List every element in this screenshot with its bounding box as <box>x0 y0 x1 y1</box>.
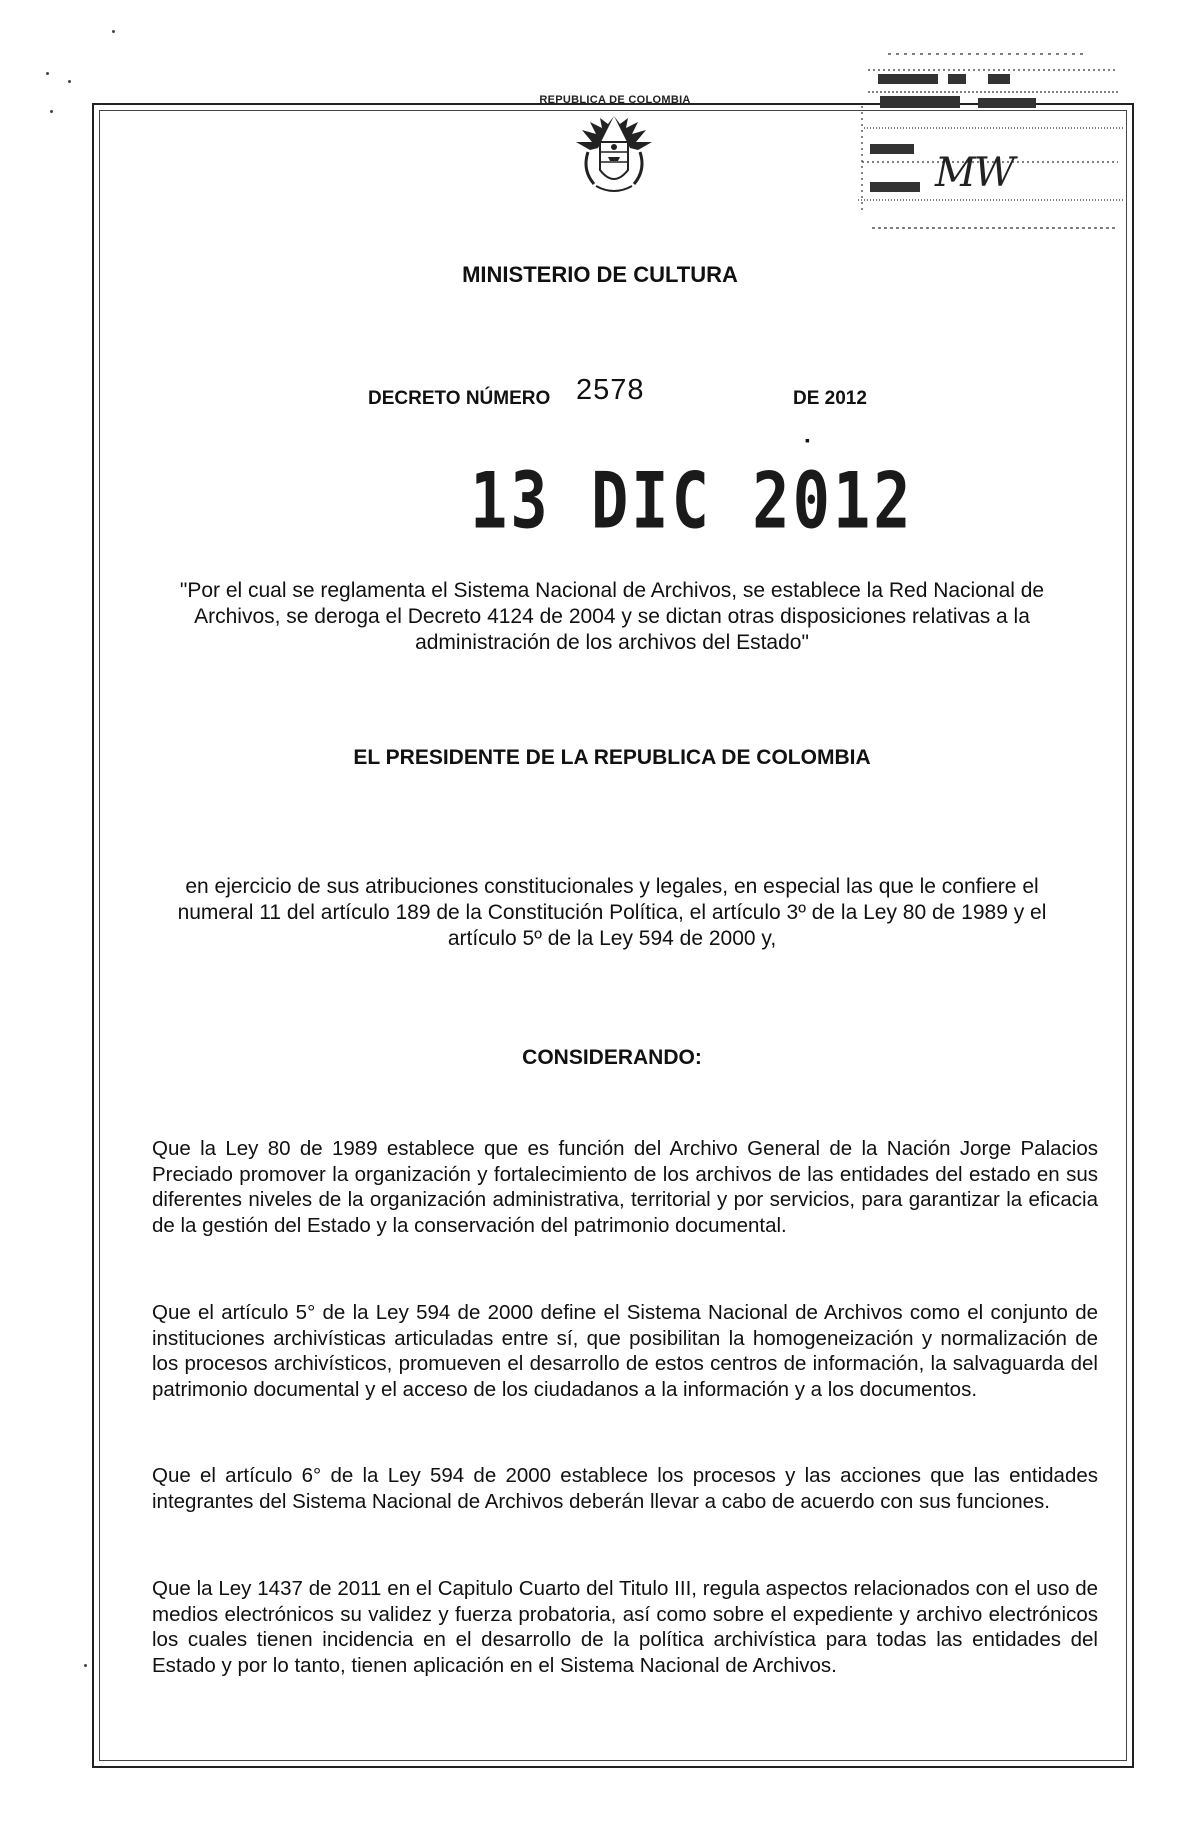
scan-speck <box>46 72 49 75</box>
decree-title: "Por el cual se reglamenta el Sistema Nacional de Archivos, se establece la Red Nacional de Archivos, se deroga el Decreto 4124 de 2004 y se dictan otras disposiciones relativas a la administración de los archivos del Estado" <box>179 579 1045 654</box>
decree-label: DECRETO NÚMERO <box>368 388 551 409</box>
considerando-paragraph: Que el artículo 6° de la Ley 594 de 2000 establece los procesos y las acciones que las entidades integrantes del Sistema Nacional de Archivos deberán llevar a cabo de acuerdo con sus funciones. <box>152 1464 1098 1513</box>
considerando-paragraph: Que la Ley 1437 de 2011 en el Capitulo Cuarto del Titulo III, regula aspectos relacionados con el uso de medios electrónicos su validez y fuerza probatoria, así como sobre el expediente y archivo electrónicos los cuales tienen incidencia en el desarrollo de la política archivística para todas las entidades del Estado y por lo tanto, tienen aplicación en el Sistema Nacional de Archivos. <box>152 1577 1098 1677</box>
scan-speck <box>50 110 53 113</box>
date-stamp: 13 DIC 2012 <box>470 455 914 547</box>
considerando-heading: CONSIDERANDO: <box>522 1046 702 1069</box>
stamp-signature: MW <box>935 150 1014 196</box>
decree-year: DE 2012 <box>793 388 867 409</box>
considerando-paragraph: Que el artículo 5° de la Ley 594 de 2000 define el Sistema Nacional de Archivos como el conjunto de instituciones archivísticas articuladas entre sí, que posibilitan la homogeneización y normalización de los procesos archivísticos, promueven el desarrollo de estos centros de información, la salvaguarda del patrimonio documental y el acceso de los ciudadanos a la información y a los documentos. <box>152 1301 1098 1401</box>
authority-clause: en ejercicio de sus atribuciones constitucionales y legales, en especial las que le confiere el numeral 11 del artículo 189 de la Constitución Política, el artículo 3º de la Ley 80 de 1989 y el artículo 5º de la Ley 594 de 2000 y, <box>177 875 1047 950</box>
ministry-title: MINISTERIO DE CULTURA <box>462 262 738 287</box>
tick-mark: ▪ <box>805 432 810 448</box>
considerando-paragraph: Que la Ley 80 de 1989 establece que es función del Archivo General de la Nación Jorge Palacios Preciado promover la organización y fortalecimiento de los archivos de las entidades del estado en sus diferentes niveles de la organización administrativa, territorial y por servicios, para garantizar la eficacia de la gestión del Estado y la conservación del patrimonio documental. <box>152 1137 1098 1237</box>
scan-speck <box>68 80 71 83</box>
republica-label: REPUBLICA DE COLOMBIA <box>539 94 691 106</box>
scan-speck <box>84 1664 87 1667</box>
president-heading: EL PRESIDENTE DE LA REPUBLICA DE COLOMBIA <box>353 746 871 769</box>
scan-speck <box>112 30 115 33</box>
decree-number: 2578 <box>576 374 645 406</box>
coat-of-arms-icon <box>568 112 660 200</box>
